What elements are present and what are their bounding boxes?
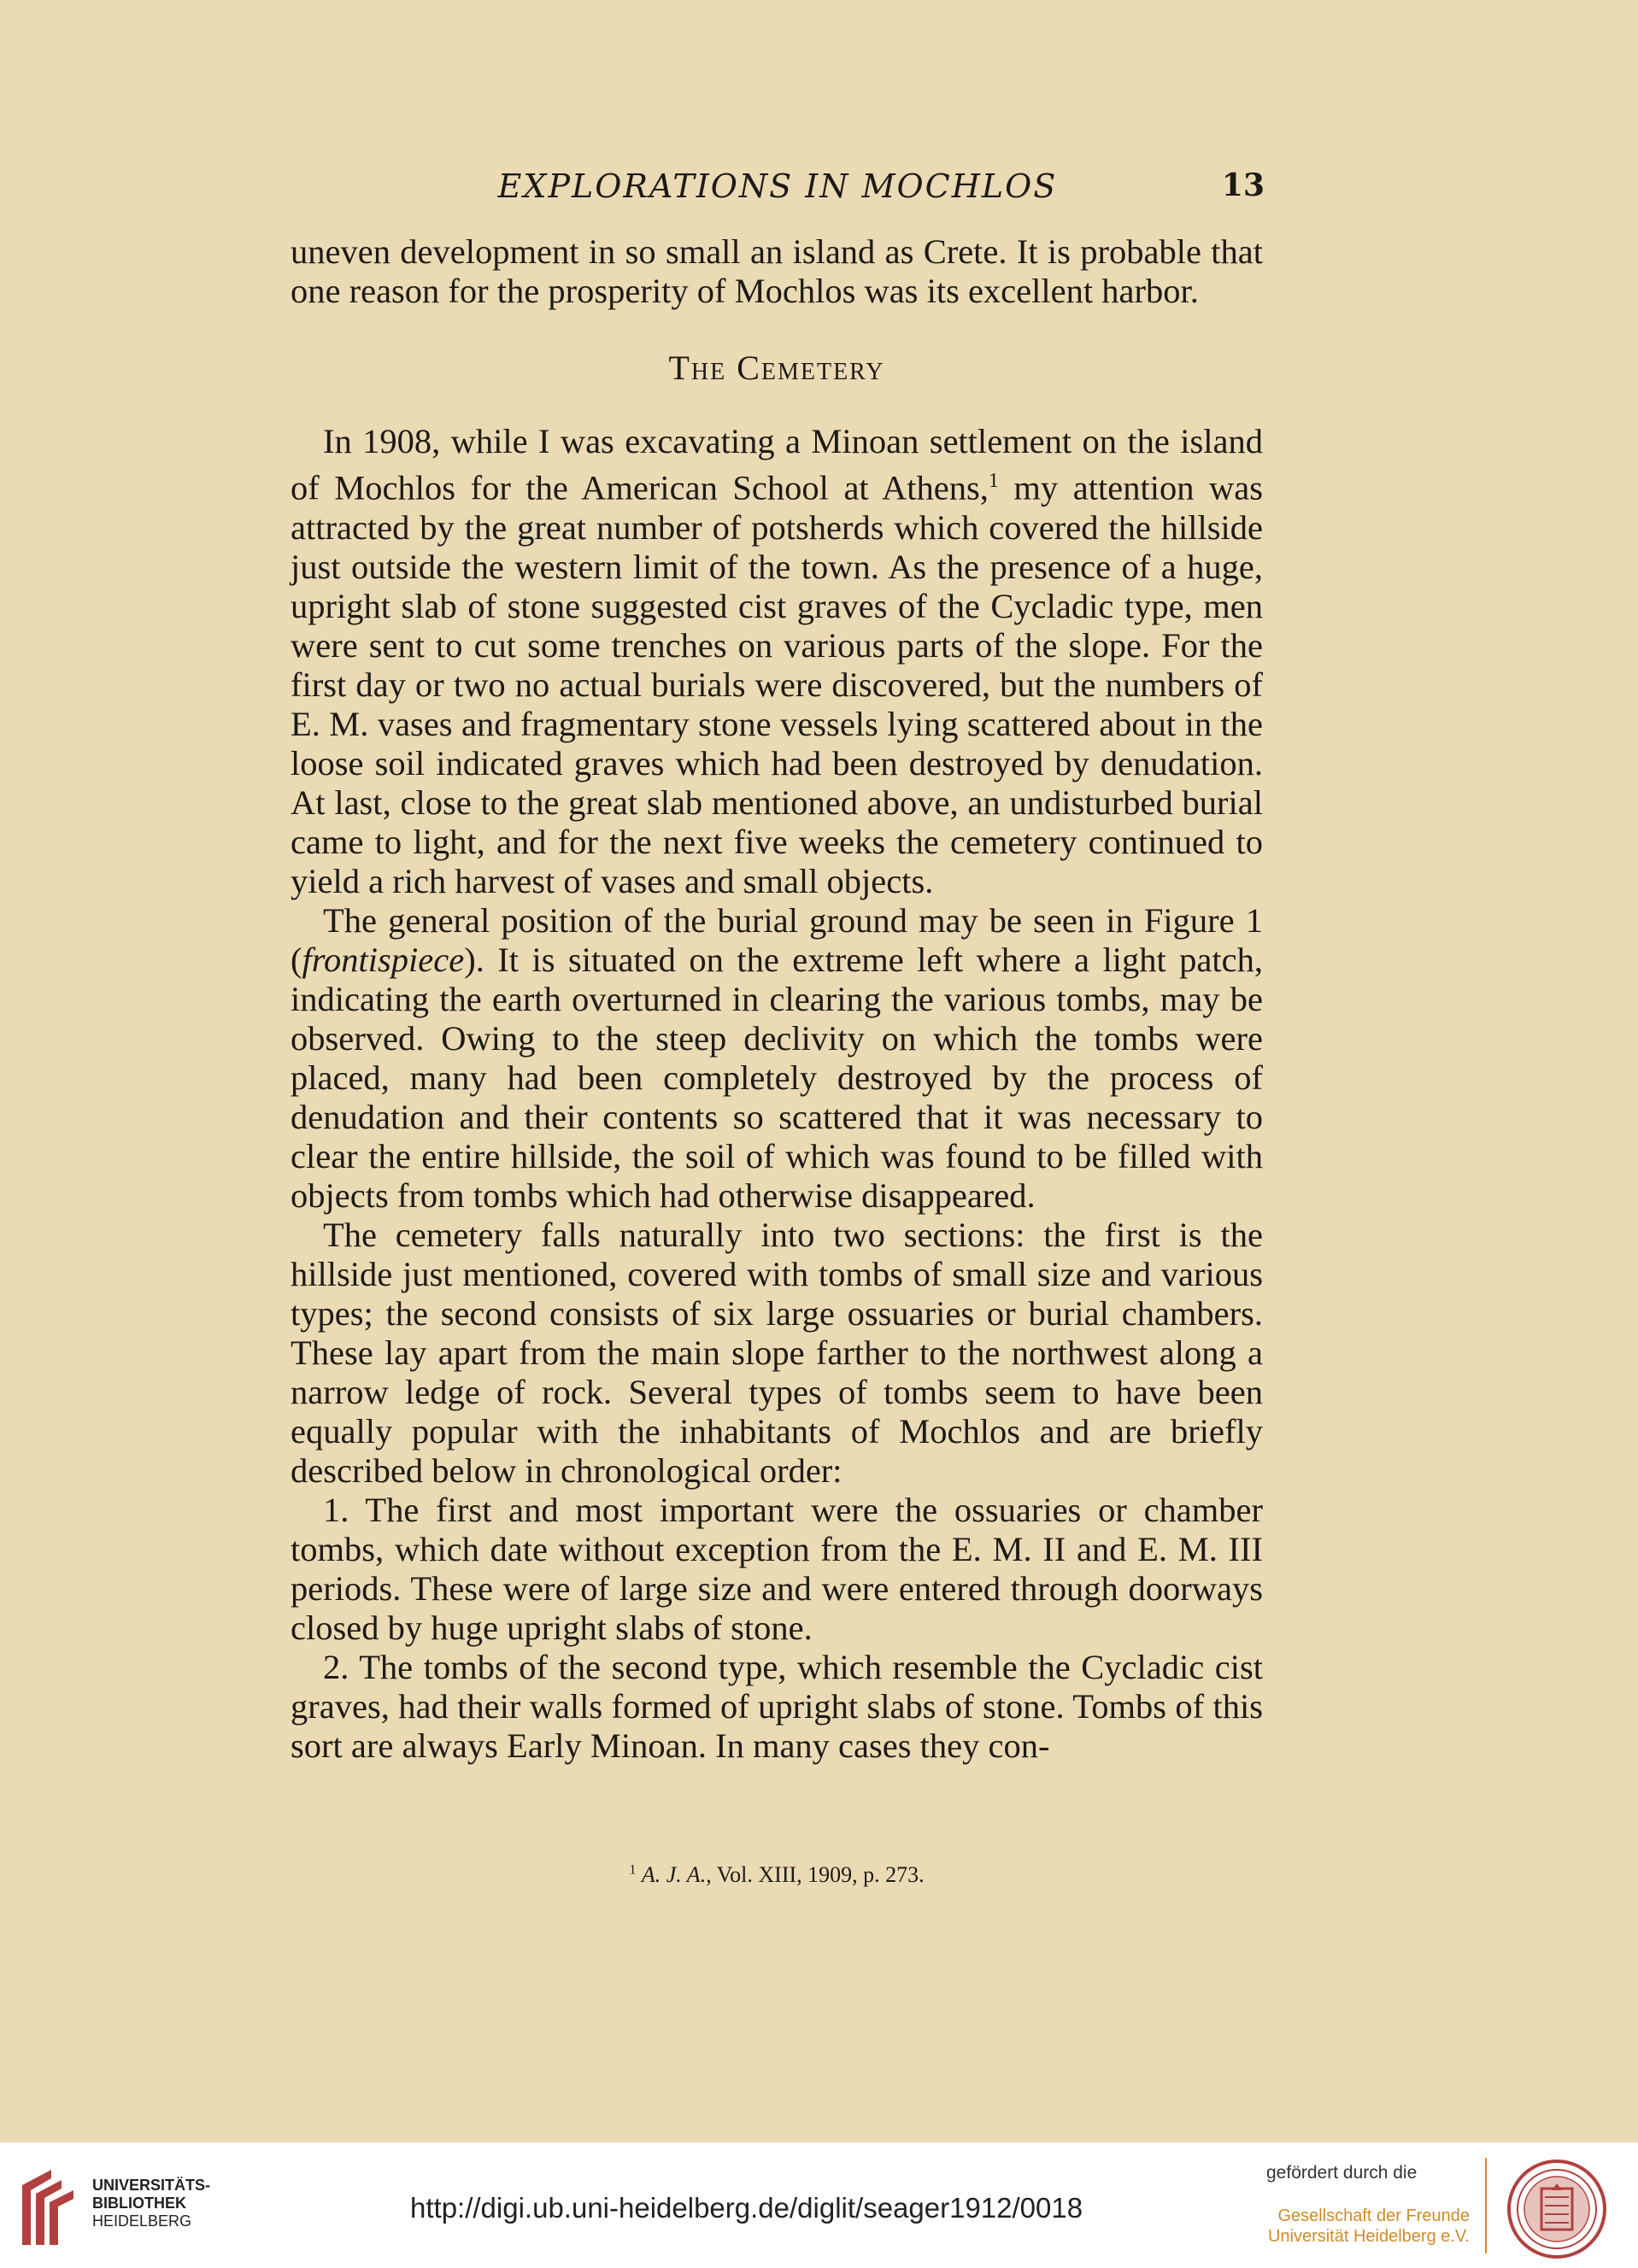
paragraph-1-continuation: my attention was attracted by the great number of potsherds which covered the hillside just outside the western limit of the town. As the presence of a huge, upright slab of stone suggested cist graves of the Cycladic type, men were sent to cut some trenches on various parts of the slope. For the first day or two no actual burials were discovered, but the numbers of E. M. vases and fragmentary stone vessels lying scattered about in the loose soil indicated graves which had been destroyed by denudation. At last, close to the great slab mentioned above, an undisturbed burial came to light, and for the next five weeks the cemetery continued to yield a rich harvest of vases and small objects. xyxy=(291,468,1263,900)
paragraph-4: 1. The first and most important were the ossuaries or chamber tombs, which date without exception from the E. M. II and E. M. III periods. These were of large size and were entered through doorways closed by huge upright slabs of stone. xyxy=(291,1490,1263,1647)
paragraph-1-text: In 1908, while I was excavating a Minoan settlement on the island of Mochlos for the American School at Athens, xyxy=(291,422,1263,507)
paragraph-2-text: The general position of the burial ground may be seen in Figure 1 ( xyxy=(291,900,1263,979)
paragraph-2 xyxy=(291,901,1263,1216)
footer-divider xyxy=(1485,2158,1487,2253)
paragraph-3: The cemetery falls naturally into two sections: the first is the hillside just mentioned, covered with tombs of small size and various types; the second consists of six large ossuaries or burial chambers. These lay apart from the main slope farther to the northwest along a narrow ledge of rock. Several types of tombs seem to have been equally popular with the inhabitants of Mochlos and are briefly described below in chronological order: xyxy=(291,1215,1263,1490)
paragraph-1 xyxy=(291,422,1263,901)
paragraph-intro: uneven development in so small an island as Crete. It is probable that one reason for the prosperity of Mochlos was its excellent harbor. xyxy=(291,232,1263,310)
library-name-line2: BIBLIOTHEK xyxy=(92,2195,186,2212)
page-number: 13 xyxy=(1221,167,1265,203)
footnote-text: , Vol. XIII, 1909, p. 273. xyxy=(706,1862,925,1887)
footer-bar xyxy=(0,2142,1638,2268)
society-line2: Universität Heidelberg e.V. xyxy=(1267,2227,1470,2246)
library-logo-icon[interactable] xyxy=(17,2168,85,2250)
university-seal-icon xyxy=(1506,2158,1608,2260)
footnote xyxy=(291,1862,1263,1888)
footnote-reference[interactable]: 1 xyxy=(988,470,999,492)
library-name[interactable] xyxy=(92,2177,210,2230)
section-heading: The Cemetery xyxy=(668,349,885,387)
footnote-journal: A. J. A. xyxy=(641,1862,707,1887)
paragraph-2-continuation: ). It is situated on the extreme left where a light patch, indicating the earth overturned in clearing the various tombs, may be observed. Owing to the steep declivity on which the tombs were placed, many had been completely destroyed by the process of denudation and their contents so scattered that it was necessary to clear the entire hillside, the soil of which was found to be filled with objects from tombs which had otherwise disappeared. xyxy=(291,940,1263,1215)
society-line1: Gesellschaft der Freunde xyxy=(1277,2206,1470,2225)
library-name-line1: UNIVERSITÄTS- xyxy=(92,2177,211,2194)
body-text xyxy=(291,232,1263,1766)
society-name[interactable] xyxy=(1256,2206,1470,2247)
paragraph-5: 2. The tombs of the second type, which resemble the Cycladic cist graves, had their walls formed of upright slabs of stone. Tombs of this sort are always Early Minoan. In many cases they con- xyxy=(291,1647,1263,1765)
footnote-mark: 1 xyxy=(629,1862,637,1878)
library-name-line3: HEIDELBERG xyxy=(92,2212,192,2230)
funded-by-label: gefördert durch die xyxy=(1266,2163,1418,2183)
frontispiece-ref: frontispiece xyxy=(302,940,465,979)
permalink-url[interactable]: http://digi.ub.uni-heidelberg.de/diglit/seager1912/0018 xyxy=(410,2192,1083,2224)
running-title: EXPLORATIONS IN MOCHLOS xyxy=(497,167,1058,205)
running-head xyxy=(291,167,1265,210)
